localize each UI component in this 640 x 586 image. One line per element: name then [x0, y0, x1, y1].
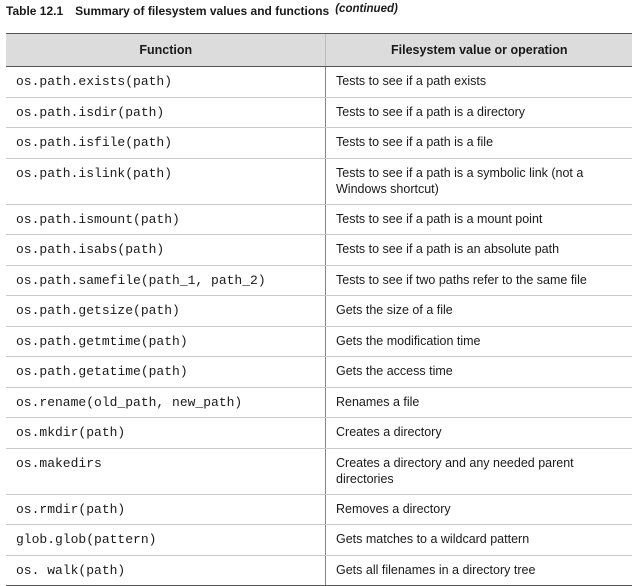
table-body — [6, 67, 632, 586]
operation-cell: Removes a directory — [336, 501, 451, 516]
operation-cell: Tests to see if a path is an absolute path — [336, 242, 560, 256]
operation-cell: Tests to see if a path is a mount point — [336, 211, 543, 226]
function-cell: os.makedirs — [6, 449, 326, 494]
operation-cell: Tests to see if a path is a directory — [336, 104, 525, 119]
operation-cell: Tests to see if a path is a file — [336, 135, 494, 149]
table-row — [6, 98, 632, 129]
function-cell: os.path.isabs(path) — [6, 235, 326, 265]
function-cell: os.path.getsize(path) — [6, 296, 326, 326]
operation-cell: Tests to see if a path exists — [336, 74, 487, 88]
operation-cell: Gets the access time — [336, 364, 453, 378]
operation-cell: Gets the size of a file — [336, 303, 453, 317]
table-row — [6, 357, 632, 388]
operation-cell: Creates a directory and any needed parent directories — [336, 455, 574, 486]
table-row — [6, 128, 632, 159]
function-cell: os.mkdir(path) — [6, 418, 326, 448]
operation-cell: Renames a file — [336, 394, 420, 409]
header-operation: Filesystem value or operation — [391, 43, 568, 57]
function-cell: os.path.exists(path) — [6, 67, 326, 97]
function-cell: os.path.islink(path) — [6, 159, 326, 204]
table-row — [6, 418, 632, 449]
function-cell: os.rename(old_path, new_path) — [6, 388, 326, 418]
header-function: Function — [6, 34, 326, 66]
table-row — [6, 556, 632, 586]
table-caption — [6, 4, 398, 26]
function-cell: os.path.isdir(path) — [6, 98, 326, 128]
operation-cell: Gets all filenames in a directory tree — [336, 562, 536, 577]
table-row — [6, 525, 632, 556]
function-cell: os.rmdir(path) — [6, 495, 326, 525]
table-continued-note: (continued) — [335, 3, 398, 15]
table-row — [6, 159, 632, 205]
function-cell: os.path.isfile(path) — [6, 128, 326, 158]
operation-cell: Gets the modification time — [336, 333, 481, 348]
table-title: Summary of filesystem values and functions — [75, 4, 330, 18]
operation-cell: Tests to see if a path is a symbolic link (not a Windows shortcut) — [336, 165, 584, 196]
operation-cell: Creates a directory — [336, 425, 442, 439]
function-cell: os.path.ismount(path) — [6, 205, 326, 235]
filesystem-table — [6, 33, 632, 586]
table-row — [6, 205, 632, 236]
function-cell: os.path.samefile(path_1, path_2) — [6, 266, 326, 296]
table-row — [6, 235, 632, 266]
table-number: Table 12.1 — [6, 4, 64, 18]
table-row — [6, 266, 632, 297]
table-header — [6, 33, 632, 67]
table-row — [6, 495, 632, 526]
table-row — [6, 388, 632, 419]
function-cell: os.path.getatime(path) — [6, 357, 326, 387]
function-cell: os.path.getmtime(path) — [6, 327, 326, 357]
function-cell: os. walk(path) — [6, 556, 326, 586]
table-row — [6, 327, 632, 358]
function-cell: glob.glob(pattern) — [6, 525, 326, 555]
table-row — [6, 67, 632, 98]
operation-cell: Gets matches to a wildcard pattern — [336, 532, 530, 546]
operation-cell: Tests to see if two paths refer to the same file — [336, 272, 587, 287]
table-row — [6, 296, 632, 327]
table-row — [6, 449, 632, 495]
